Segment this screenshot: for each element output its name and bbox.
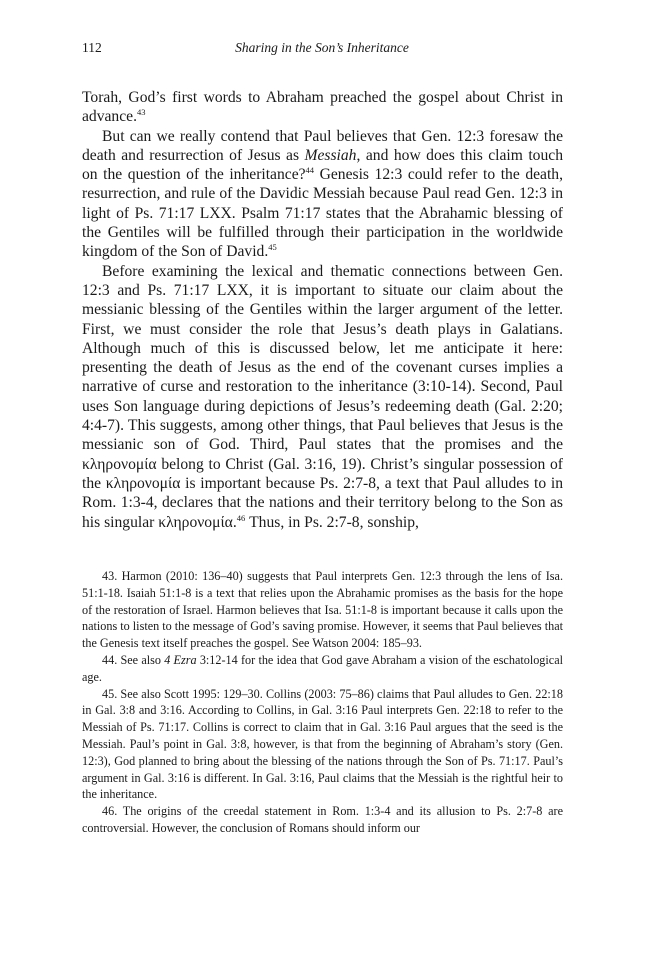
paragraph-3-text-b: belong to Christ (Gal. 3:16, 19). Christ’s singular possession of the xyxy=(82,455,563,492)
paragraph-2 xyxy=(82,127,563,262)
paragraph-3-text-d: . xyxy=(232,513,237,531)
page-number: 112 xyxy=(82,40,102,55)
paragraph-2-text-c: Genesis 12:3 could refer to the death, resurrection, and rule of the Davidic Messiah because Paul read Gen. 12:3 in light of Ps. 71:17 LXX. Psalm 71:17 states that the Abrahamic blessing of the Gentiles will be fulfilled through their participation in the worldwide kingdom of the Son of David. xyxy=(82,166,563,261)
emphasis-messiah: Messiah xyxy=(304,146,357,164)
footnote-ref-46: 46 xyxy=(236,512,246,523)
paragraph-1-text: Torah, God’s first words to Abraham preached the gospel about Christ in advance. xyxy=(82,89,563,126)
paragraph-3-text-a: Before examining the lexical and thematic connections between Gen. 12:3 and Ps. 71:17 LXX, it is important to situate our claim about the messianic blessing of the Gentiles within the larger argument of the letter. First, we must consider the role that Jesus’s death plays in Galatians. Although much of this is discussed below, let me anticipate it here: presenting the death of Jesus as the end of the covenant curses implies a narrative of curse and restoration to the inheritance (3:10-14). Second, Paul uses Son language during depictions of Jesus’s redeeming death (Gal. 2:20; 4:4-7). This suggests, among other things, that Paul believes that Jesus is the messianic son of God. Third, Paul states that the promises and the xyxy=(82,262,563,454)
greek-term-1: κληρονομία xyxy=(82,455,157,473)
footnote-44-text-b: 3:12-14 for the idea that God gave Abraham a vision of the eschatological age. xyxy=(82,652,563,684)
footnotes xyxy=(82,568,563,837)
paragraph-3-text-e: Thus, in Ps. 2:7-8, sonship, xyxy=(245,513,419,531)
greek-term-3: κληρονομία xyxy=(158,513,233,531)
footnote-ref-43: 43 xyxy=(136,107,146,118)
paragraph-3-text-c: is important because Ps. 2:7-8, a text that Paul alludes to in Rom. 1:3-4, declares that the nations and their territory belong to the Son as his singular xyxy=(82,474,563,531)
greek-term-2: κληρονομία xyxy=(105,474,181,492)
footnote-46: 46. The origins of the creedal statement in Rom. 1:3-4 and its allusion to Ps. 2:7-8 are controversial. However, the conclusion of Romans should inform our xyxy=(82,804,563,835)
footnote-44-text-a: 44. See also xyxy=(102,652,165,667)
footnote-43: 43. Harmon (2010: 136–40) suggests that Paul interprets Gen. 12:3 through the lens of Isa. 51:1-18. Isaiah 51:1-8 is a text that relies upon the Abrahamic promises as the basis for the hope of the restoration of Israel. Harmon believes that Isa. 51:1-8 is important because it calls upon the nations to listen to the message of God’s saving promise. However, it seems that Paul believes that the Genesis text itself preaches the gospel. See Watson 2004: 185–93. xyxy=(82,569,563,651)
page-header xyxy=(82,40,562,60)
footnote-45: 45. See also Scott 1995: 129–30. Collins (2003: 75–86) claims that Paul alludes to Gen. 22:18 in Gal. 3:8 and 3:16. According to Collins, in Gal. 3:16 Paul interprets Gen. 22:18 to refer to the Messiah of Ps. 71:17. Collins is correct to claim that in Gal. 3:16 Paul argues that the seed is the Messiah. Paul’s point in Gal. 3:8, however, is that from the beginning of Abraham’s story (Gen. 12:3), God planned to bring about the blessing of the nations through the Son of Ps. 71:17. Paul’s argument in Gal. 3:16 is different. In Gal. 3:16, Paul claims that the Messiah is the rightful heir to the inheritance. xyxy=(82,686,563,802)
paragraph-3 xyxy=(82,262,563,532)
paragraph-2-text-b: , and how does this claim touch on the question of the inheritance? xyxy=(82,146,563,184)
footnote-44 xyxy=(82,652,563,686)
running-head: Sharing in the Son’s Inheritance xyxy=(235,40,409,55)
emphasis-4-ezra: 4 Ezra xyxy=(164,652,197,667)
paragraph-2-text-a: But can we really contend that Paul believes that Gen. 12:3 foresaw the death and resurrection of Jesus as xyxy=(82,127,563,164)
paragraph-1 xyxy=(82,88,563,127)
footnote-ref-45: 45 xyxy=(268,242,277,253)
main-text xyxy=(82,88,563,532)
footnote-ref-44: 44 xyxy=(305,165,315,176)
